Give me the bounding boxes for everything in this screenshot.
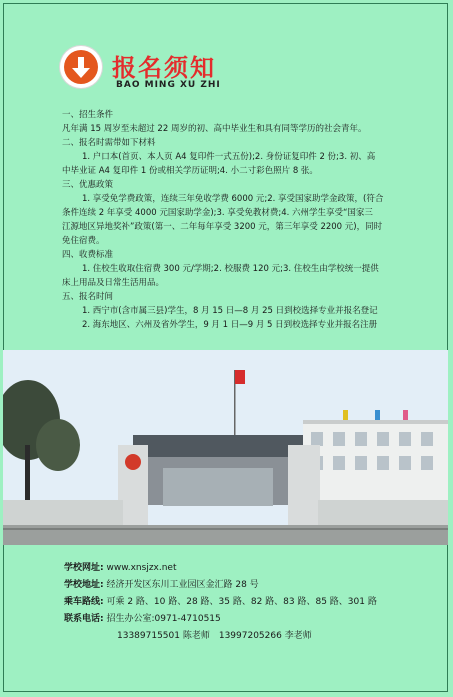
page-subtitle: BAO MING XU ZHI: [116, 80, 221, 90]
contact-value-teachers: 13389715501 陈老师 13997205266 李老师: [117, 631, 312, 641]
section-text: 凡年满 15 周岁至未超过 22 周岁的初、高中毕业生和具有同等学历的社会青年。: [62, 124, 367, 134]
section-text: 1. 住校生收取住宿费 300 元/学期;2. 校服费 120 元;3. 住校生由学校统一提供: [82, 264, 379, 274]
down-arrow-icon: [60, 46, 102, 88]
header: [60, 40, 260, 110]
website-row: [64, 560, 444, 577]
section-text: 条件连续 2 年享受 4000 元国家助学金);3. 享受免教材费;4. 六州学生享受“国家三: [62, 208, 373, 218]
address-row: [64, 577, 444, 594]
school-gate-photo: [3, 350, 448, 545]
contact-value-office: 招生办公室:0971-4710515: [106, 614, 221, 624]
address-value: 经济开发区东川工业园区金汇路 28 号: [106, 580, 259, 590]
section-title: 一、招生条件: [62, 110, 114, 120]
section-text: 床上用品及日常生活用品。: [62, 278, 165, 288]
page-title: 报名须知: [112, 54, 216, 82]
section-text: 1. 享受免学费政策，连续三年免收学费 6000 元;2. 享受国家助学金政策，(符合: [82, 194, 384, 204]
bus-label: 乘车路线:: [64, 597, 104, 607]
section-title: 二、报名时需带如下材料: [62, 138, 156, 148]
section-text: 中毕业证 A4 复印件 1 份或相关学历证明;4. 小二寸彩色照片 8 张。: [62, 166, 318, 176]
contact-row-2: [64, 628, 444, 645]
bus-row: [64, 594, 444, 611]
website-label: 学校网址:: [64, 563, 104, 573]
section-text: 1. 户口本(首页、本人页 A4 复印件一式五份);2. 身份证复印件 2 份;3. 初、高: [82, 152, 376, 162]
contact-label: 联系电话:: [64, 614, 104, 624]
section-title: 三、优惠政策: [62, 180, 114, 190]
notice-content: [62, 108, 422, 332]
section-title: 五、报名时间: [62, 292, 114, 302]
contact-row: [64, 611, 444, 628]
section-text: 1. 西宁市(含市属三县)学生，8 月 15 日—8 月 25 日到校选择专业并报名登记: [82, 306, 378, 316]
address-label: 学校地址:: [64, 580, 104, 590]
contact-info: [64, 560, 444, 645]
section-text: 免住宿费。: [62, 236, 105, 246]
website-value[interactable]: www.xnsjzx.net: [106, 563, 177, 573]
school-gate-illustration: [3, 350, 448, 545]
section-title: 四、收费标准: [62, 250, 114, 260]
bus-value: 可乘 2 路、10 路、28 路、35 路、82 路、83 路、85 路、301 路: [106, 597, 377, 607]
section-text: 2. 海东地区、六州及省外学生，9 月 1 日—9 月 5 日到校选择专业并报名注册: [82, 320, 378, 330]
section-text: 江源地区异地奖补”政策(第一、二年每年享受 3200 元，第三年享受 2200 元)，同时: [62, 222, 383, 232]
